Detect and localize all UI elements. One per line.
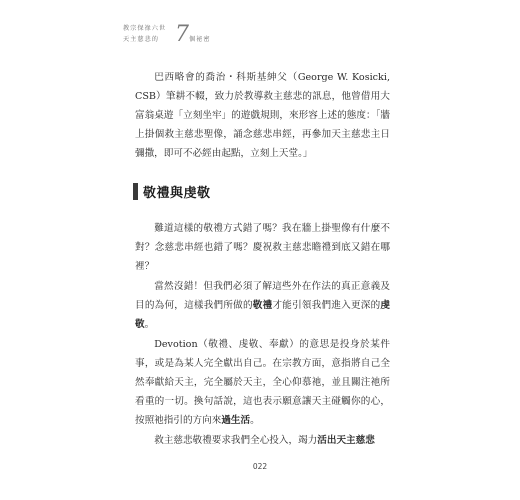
emphasis-live-mercy: 活出天主慈悲 (317, 435, 375, 446)
section-heading-bar (133, 183, 138, 200)
paragraph-text: 難道這樣的敬禮方式錯了嗎？我在牆上掛聖像有什麼不對？念慈悲串經也錯了嗎？慶祝救主慈悲瞻禮到底又錯在哪裡？ (135, 223, 390, 272)
header-book-title-number: 7 (175, 22, 189, 47)
header-book-title-part2: 個祕密 (189, 36, 211, 43)
emphasis-devotion: 敬禮 (252, 300, 273, 311)
paragraph-text: 救主慈悲敬禮要求我們全心投入，竭力 (154, 435, 318, 446)
paragraph (135, 277, 390, 334)
header-book-subtitle: 教宗保祿六世 (123, 25, 167, 32)
paragraph (135, 431, 390, 450)
quote-paragraph: 巴西略會的喬治・科斯基紳父（George W. Kosicki, CSB）筆耕不輟，致力於教導救主慈悲的訊息，他曾借用大富翁桌遊「立刻坐牢」的遊戲規則，來形容上述的態度：「牆上掛個救主慈悲聖像，誦念慈悲串經，再參加天主慈悲主日彌撒，即可不必經由起點，立刻上天堂。」 (135, 72, 390, 159)
paragraph-text: Devotion（敬禮、虔敬、奉獻）的意思是投身於某件事，或是為某人完全獻出自己。在宗教方面，意指將自己全然奉獻給天主，完全屬於天主，全心仰慕祂，並且關注祂所看重的一切。換句話說，這也表示願意讓天主碰觸你的心，按照祂指引的方向來 (135, 339, 390, 426)
paragraph (135, 335, 390, 430)
paragraph-text: 才能引領我們進入更深的 (272, 300, 381, 311)
header-book-title-part1: 天主慈悲的 (123, 36, 159, 43)
paragraph-text: 。 (250, 415, 260, 426)
emphasis-live-life: 過生活 (221, 415, 251, 426)
emphasis-piety: 虔敬 (135, 300, 391, 330)
body-text (135, 219, 390, 450)
page-number: 022 (252, 462, 268, 471)
paragraph-text: 當然沒錯！但我們必須了解這些外在作法的真正意義及目的為何，這樣我們所做的 (135, 281, 390, 311)
section-title: 敬禮與虔敬 (143, 185, 211, 201)
section-heading (133, 182, 211, 200)
paragraph-text: 。 (144, 319, 155, 330)
running-header (123, 20, 243, 48)
paragraph (135, 219, 390, 276)
